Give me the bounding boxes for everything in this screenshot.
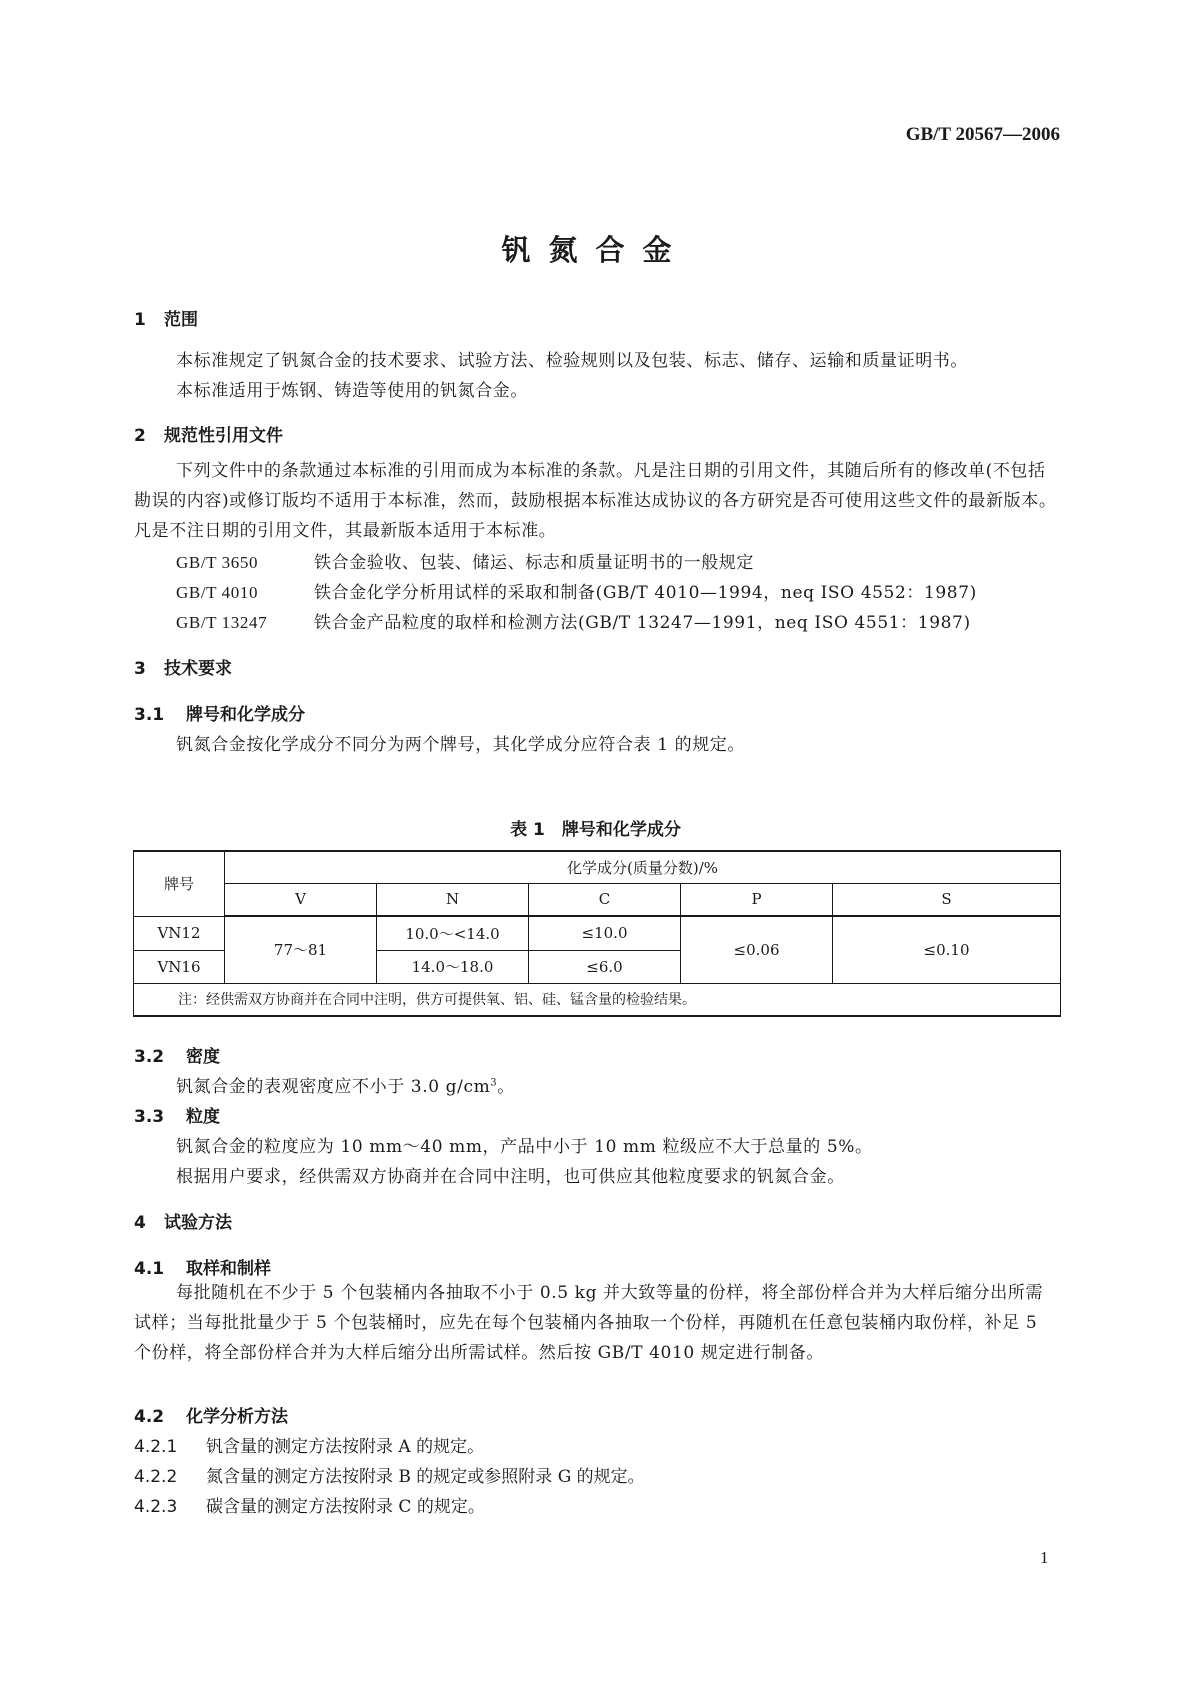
- reference-item: [176, 578, 977, 603]
- subsection-3-3-heading: [134, 1102, 220, 1127]
- subsection-number: 4.1: [134, 1259, 165, 1279]
- clause-4-2-1: [134, 1432, 484, 1457]
- clause-number: 4.2.1: [134, 1437, 178, 1457]
- header-p: P: [681, 883, 833, 916]
- clause-text: 碳含量的测定方法按附录 C 的规定。: [206, 1497, 485, 1517]
- sampling-paragraph: [134, 1278, 1060, 1368]
- grade-paragraph: 钒氮合金按化学成分不同分为两个牌号，其化学成分应符合表 1 的规定。: [176, 735, 746, 755]
- clause-text: 钒含量的测定方法按附录 A 的规定。: [206, 1437, 485, 1457]
- subsection-title: 取样和制样: [186, 1259, 271, 1279]
- references-text: 下列文件中的条款通过本标准的引用而成为本标准的条款。凡是注日期的引用文件，其随后所有的修改单(不包括勘误的内容)或修订版均不适用于本标准，然而，鼓励根据本标准达成协议的各方研究是否可使用这些文件的最新版本。凡是不注日期的引用文件，其最新版本适用于本标准。: [134, 461, 1057, 541]
- section-number: 4: [134, 1213, 146, 1233]
- reference-code: GB/T 13247: [176, 613, 268, 632]
- section-2-heading: [134, 421, 283, 446]
- section-title: 规范性引用文件: [164, 426, 283, 446]
- table-caption: 表 1 牌号和化学成分: [510, 820, 681, 840]
- reference-code: GB/T 4010: [176, 583, 259, 602]
- table-row: [134, 916, 1061, 950]
- clause-4-2-3: [134, 1492, 485, 1517]
- granularity-paragraph-1: 钒氮合金的粒度应为 10 mm～40 mm，产品中小于 10 mm 粒级应不大于总量的 5%。: [176, 1137, 873, 1157]
- cell-n: 10.0～<14.0: [377, 916, 529, 950]
- subsection-number: 4.2: [134, 1407, 165, 1427]
- reference-code: GB/T 3650: [176, 553, 259, 572]
- header-c: C: [529, 883, 681, 916]
- subsection-3-2-heading: [134, 1042, 220, 1067]
- subsection-4-2-heading: [134, 1402, 288, 1427]
- subsection-3-1-heading: [134, 700, 305, 725]
- header-n: N: [377, 883, 529, 916]
- section-title: 技术要求: [164, 659, 232, 679]
- density-exponent: 3: [490, 1077, 498, 1089]
- composition-table: [133, 850, 1061, 1017]
- section-title: 范围: [164, 310, 198, 330]
- subsection-4-1-heading: [134, 1254, 271, 1279]
- header-composition: 化学成分(质量分数)/%: [225, 851, 1061, 883]
- section-number: 2: [134, 426, 146, 446]
- cell-grade: VN16: [134, 950, 225, 983]
- scope-paragraph-1: 本标准规定了钒氮合金的技术要求、试验方法、检验规则以及包装、标志、储存、运输和质量证明书。: [176, 351, 968, 371]
- cell-c: ≤10.0: [529, 916, 681, 950]
- clause-number: 4.2.2: [134, 1467, 178, 1487]
- clause-4-2-2: [134, 1462, 645, 1487]
- sampling-text: 每批随机在不少于 5 个包装桶内各抽取不小于 0.5 kg 并大致等量的份样，将全部份样合并为大样后缩分出所需试样；当每批批量少于 5 个包装桶时，应先在每个包装桶内各抽取一个份样，再随机在任意包装桶内取份样，补足 5 个份样，将全部份样合并为大样后缩分出所需试样。然后按 GB/T 4010 规定进行制备。: [134, 1283, 1044, 1363]
- header-grade: 牌号: [134, 851, 225, 916]
- section-number: 1: [134, 310, 146, 330]
- section-number: 3: [134, 659, 146, 679]
- cell-n: 14.0～18.0: [377, 950, 529, 983]
- header-v: V: [225, 883, 377, 916]
- page-number: 1: [1040, 1548, 1049, 1567]
- subsection-number: 3.3: [134, 1107, 165, 1127]
- reference-item: [176, 548, 754, 573]
- cell-s: ≤0.10: [833, 916, 1061, 983]
- subsection-title: 牌号和化学成分: [186, 705, 305, 725]
- subsection-number: 3.2: [134, 1047, 165, 1067]
- reference-item: [176, 608, 971, 633]
- header-s: S: [833, 883, 1061, 916]
- subsection-title: 密度: [186, 1047, 220, 1067]
- granularity-paragraph-2: 根据用户要求，经供需双方协商并在合同中注明，也可供应其他粒度要求的钒氮合金。: [176, 1167, 845, 1187]
- density-text: 钒氮合金的表观密度应不小于 3.0 g/cm: [176, 1077, 491, 1097]
- table-note: 注：经供需双方协商并在合同中注明，供方可提供氧、铝、硅、锰含量的检验结果。: [134, 983, 1061, 1016]
- reference-title: 铁合金产品粒度的取样和检测方法(GB/T 13247—1991，neq ISO 4551：1987): [314, 613, 971, 633]
- references-paragraph: [134, 456, 1060, 546]
- cell-v: 77～81: [225, 916, 377, 983]
- clause-text: 氮含量的测定方法按附录 B 的规定或参照附录 G 的规定。: [206, 1467, 645, 1487]
- standard-code: GB/T 20567—2006: [905, 124, 1060, 145]
- cell-c: ≤6.0: [529, 950, 681, 983]
- section-1-heading: [134, 305, 198, 330]
- section-title: 试验方法: [164, 1213, 232, 1233]
- cell-grade: VN12: [134, 916, 225, 950]
- density-paragraph: [176, 1072, 515, 1097]
- document-title: 钒氮合金: [501, 233, 690, 267]
- reference-title: 铁合金化学分析用试样的采取和制备(GB/T 4010—1994，neq ISO 4552：1987): [314, 583, 977, 603]
- section-3-heading: [134, 654, 232, 679]
- subsection-title: 粒度: [186, 1107, 220, 1127]
- subsection-number: 3.1: [134, 705, 165, 725]
- density-end: 。: [497, 1077, 515, 1097]
- subsection-title: 化学分析方法: [186, 1407, 288, 1427]
- cell-p: ≤0.06: [681, 916, 833, 983]
- clause-number: 4.2.3: [134, 1497, 178, 1517]
- scope-paragraph-2: 本标准适用于炼钢、铸造等使用的钒氮合金。: [176, 381, 528, 401]
- section-4-heading: [134, 1208, 232, 1233]
- reference-title: 铁合金验收、包装、储运、标志和质量证明书的一般规定: [314, 553, 754, 573]
